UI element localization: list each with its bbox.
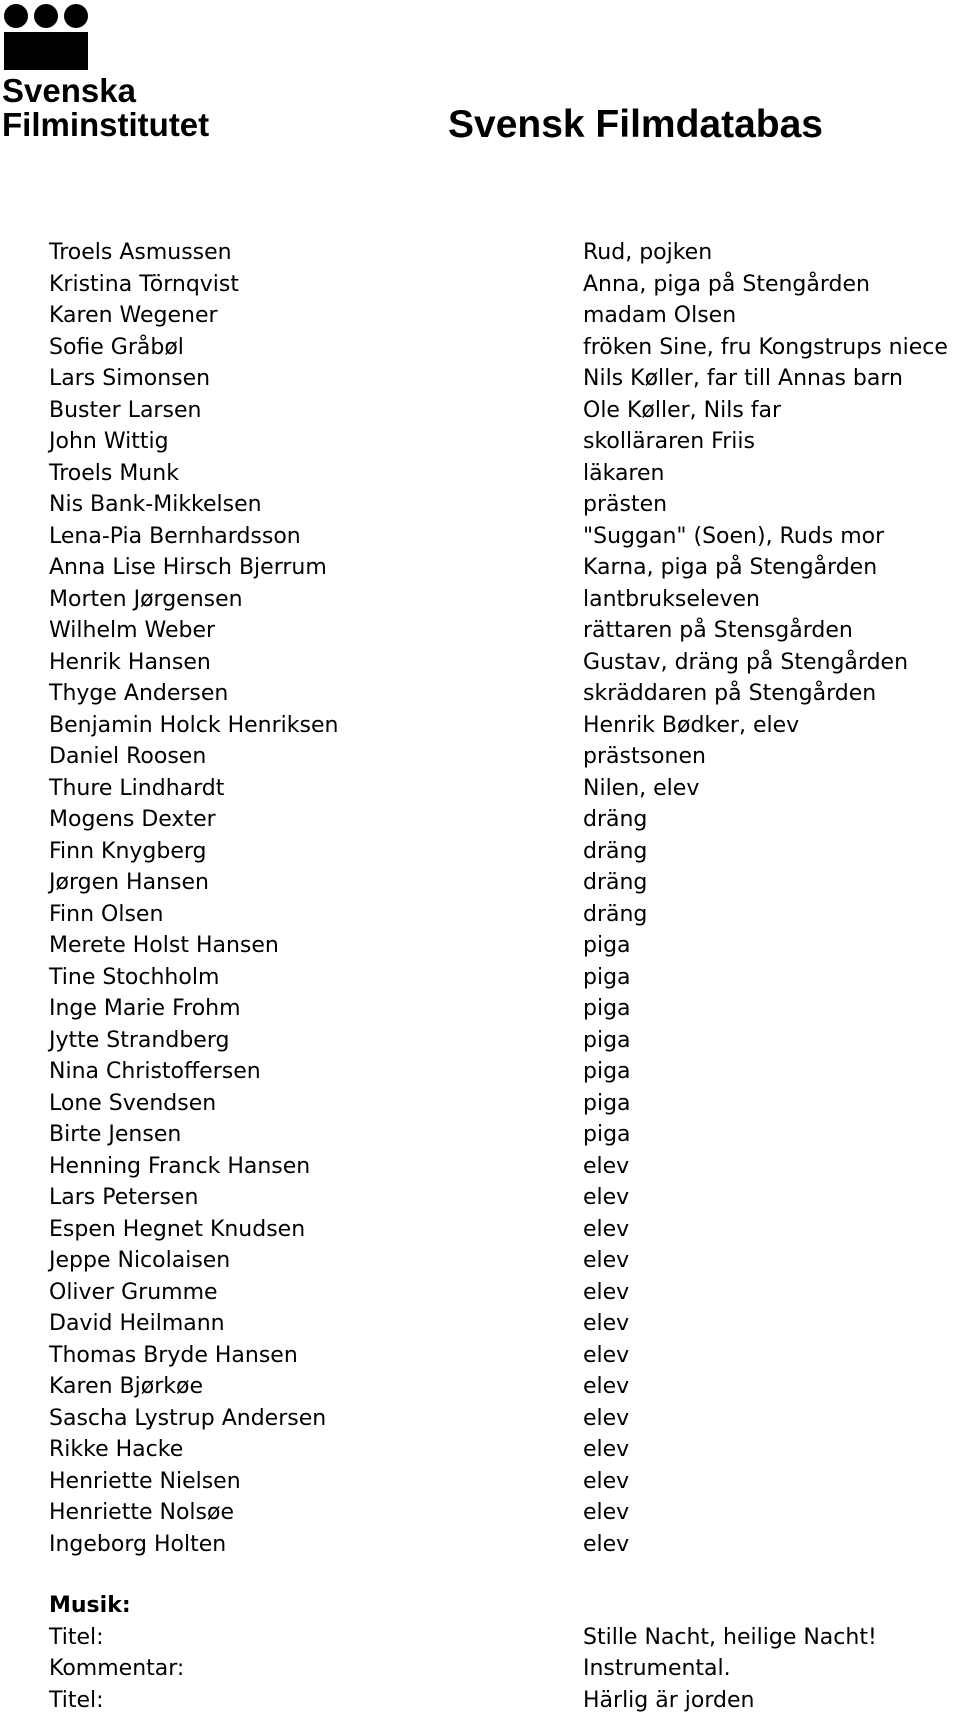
cast-role-name: elev [583,1434,629,1466]
cast-role-name: piga [583,1025,631,1057]
cast-actor-name: Thyge Andersen [49,678,228,710]
cast-role-name: piga [583,930,631,962]
cast-row [0,489,960,521]
music-field-label: Titel: [49,1622,104,1654]
cast-actor-name: Oliver Grumme [49,1277,218,1309]
cast-row [0,1182,960,1214]
cast-row [0,741,960,773]
cast-role-name: dräng [583,899,647,931]
logo-bar [4,32,88,70]
cast-role-name: skolläraren Friis [583,426,755,458]
cast-actor-name: Daniel Roosen [49,741,206,773]
cast-actor-name: Merete Holst Hansen [49,930,279,962]
cast-row [0,1371,960,1403]
music-row [0,1622,960,1654]
cast-role-name: elev [583,1466,629,1498]
cast-actor-name: John Wittig [49,426,169,458]
cast-row [0,426,960,458]
cast-role-name: prästsonen [583,741,706,773]
cast-row [0,584,960,616]
cast-role-name: "Suggan" (Soen), Ruds mor [583,521,884,553]
cast-actor-name: Lars Simonsen [49,363,210,395]
cast-role-name: rättaren på Stensgården [583,615,853,647]
cast-role-name: läkaren [583,458,664,490]
cast-role-name: Rud, pojken [583,237,712,269]
cast-actor-name: Karen Bjørkøe [49,1371,203,1403]
cast-role-name: Henrik Bødker, elev [583,710,799,742]
cast-row [0,962,960,994]
cast-role-name: elev [583,1182,629,1214]
cast-role-name: Anna, piga på Stengården [583,269,870,301]
logo-dot [34,4,58,28]
cast-role-name: elev [583,1497,629,1529]
cast-row [0,993,960,1025]
cast-actor-name: Wilhelm Weber [49,615,215,647]
cast-role-name: elev [583,1245,629,1277]
cast-role-name: Ole Køller, Nils far [583,395,781,427]
cast-actor-name: Anna Lise Hirsch Bjerrum [49,552,327,584]
cast-row [0,521,960,553]
cast-role-name: madam Olsen [583,300,736,332]
page-title: Svensk Filmdatabas [448,102,823,148]
cast-actor-name: Lena-Pia Bernhardsson [49,521,301,553]
cast-row [0,300,960,332]
svenska-filminstitutet-logo [2,4,232,144]
cast-actor-name: Tine Stochholm [49,962,219,994]
cast-role-name: dräng [583,867,647,899]
cast-row [0,1151,960,1183]
cast-role-name: lantbrukseleven [583,584,760,616]
cast-row [0,1340,960,1372]
cast-role-name: elev [583,1340,629,1372]
cast-role-name: fröken Sine, fru Kongstrups niece [583,332,948,364]
cast-row [0,804,960,836]
cast-role-name: elev [583,1151,629,1183]
cast-role-name: Nilen, elev [583,773,699,805]
cast-actor-name: Ingeborg Holten [49,1529,226,1561]
cast-role-name: piga [583,1119,631,1151]
cast-role-name: Gustav, dräng på Stengården [583,647,908,679]
cast-row [0,237,960,269]
music-field-value: Stille Nacht, heilige Nacht! [583,1622,877,1654]
cast-actor-name: Henrik Hansen [49,647,211,679]
cast-row [0,678,960,710]
cast-actor-name: Jørgen Hansen [49,867,209,899]
music-field-label: Titel: [49,1685,104,1716]
cast-actor-name: Finn Knygberg [49,836,207,868]
cast-role-name: elev [583,1371,629,1403]
music-row [0,1653,960,1685]
cast-actor-name: Henriette Nolsøe [49,1497,234,1529]
cast-actor-name: Finn Olsen [49,899,163,931]
cast-actor-name: Morten Jørgensen [49,584,243,616]
cast-actor-name: Thure Lindhardt [49,773,224,805]
cast-role-name: piga [583,1056,631,1088]
music-row [0,1685,960,1716]
cast-row [0,269,960,301]
cast-row [0,1403,960,1435]
cast-role-name: elev [583,1277,629,1309]
cast-row [0,647,960,679]
cast-role-name: elev [583,1308,629,1340]
logo-mark [4,4,94,74]
cast-role-name: Karna, piga på Stengården [583,552,877,584]
cast-row [0,458,960,490]
cast-row [0,1119,960,1151]
cast-actor-name: Karen Wegener [49,300,218,332]
cast-role-name: skräddaren på Stengården [583,678,876,710]
cast-row [0,899,960,931]
cast-row [0,1245,960,1277]
cast-row [0,1088,960,1120]
cast-actor-name: Henning Franck Hansen [49,1151,310,1183]
cast-actor-name: Sascha Lystrup Andersen [49,1403,326,1435]
cast-role-name: elev [583,1529,629,1561]
cast-role-name: elev [583,1214,629,1246]
cast-role-name: piga [583,1088,631,1120]
logo-dot [64,4,88,28]
music-list [0,1622,960,1716]
cast-row [0,552,960,584]
cast-row [0,1308,960,1340]
cast-actor-name: Troels Asmussen [49,237,232,269]
music-heading: Musik: [49,1590,131,1622]
cast-row [0,1214,960,1246]
cast-role-name: piga [583,962,631,994]
cast-row [0,710,960,742]
cast-actor-name: Espen Hegnet Knudsen [49,1214,305,1246]
cast-actor-name: Nis Bank-Mikkelsen [49,489,262,521]
logo-dot [4,4,28,28]
cast-row [0,332,960,364]
cast-row [0,395,960,427]
cast-actor-name: Inge Marie Frohm [49,993,241,1025]
cast-role-name: piga [583,993,631,1025]
cast-row [0,363,960,395]
cast-actor-name: Lone Svendsen [49,1088,216,1120]
cast-row [0,867,960,899]
cast-actor-name: Thomas Bryde Hansen [49,1340,298,1372]
cast-actor-name: Henriette Nielsen [49,1466,241,1498]
cast-actor-name: Buster Larsen [49,395,201,427]
cast-actor-name: Troels Munk [49,458,179,490]
cast-actor-name: Kristina Törnqvist [49,269,239,301]
cast-role-name: elev [583,1403,629,1435]
cast-actor-name: Benjamin Holck Henriksen [49,710,338,742]
cast-actor-name: Rikke Hacke [49,1434,183,1466]
cast-role-name: dräng [583,836,647,868]
cast-row [0,1497,960,1529]
cast-row [0,773,960,805]
cast-row [0,1434,960,1466]
logo-wordmark [2,74,209,142]
cast-row [0,1466,960,1498]
cast-row [0,1025,960,1057]
logo-line-1: Svenska [2,74,209,108]
cast-row [0,1277,960,1309]
cast-role-name: dräng [583,804,647,836]
logo-line-2: Filminstitutet [2,108,209,142]
cast-actor-name: Lars Petersen [49,1182,198,1214]
cast-row [0,1529,960,1561]
cast-actor-name: Jytte Strandberg [49,1025,229,1057]
cast-row [0,1056,960,1088]
cast-role-name: Nils Køller, far till Annas barn [583,363,903,395]
music-field-value: Instrumental. [583,1653,731,1685]
cast-row [0,615,960,647]
cast-actor-name: Nina Christoffersen [49,1056,261,1088]
cast-list [0,237,960,1560]
cast-role-name: prästen [583,489,667,521]
cast-actor-name: Mogens Dexter [49,804,216,836]
cast-row [0,930,960,962]
music-field-label: Kommentar: [49,1653,184,1685]
cast-actor-name: David Heilmann [49,1308,225,1340]
cast-actor-name: Jeppe Nicolaisen [49,1245,230,1277]
cast-actor-name: Sofie Gråbøl [49,332,184,364]
cast-actor-name: Birte Jensen [49,1119,181,1151]
cast-row [0,836,960,868]
music-field-value: Härlig är jorden [583,1685,754,1716]
